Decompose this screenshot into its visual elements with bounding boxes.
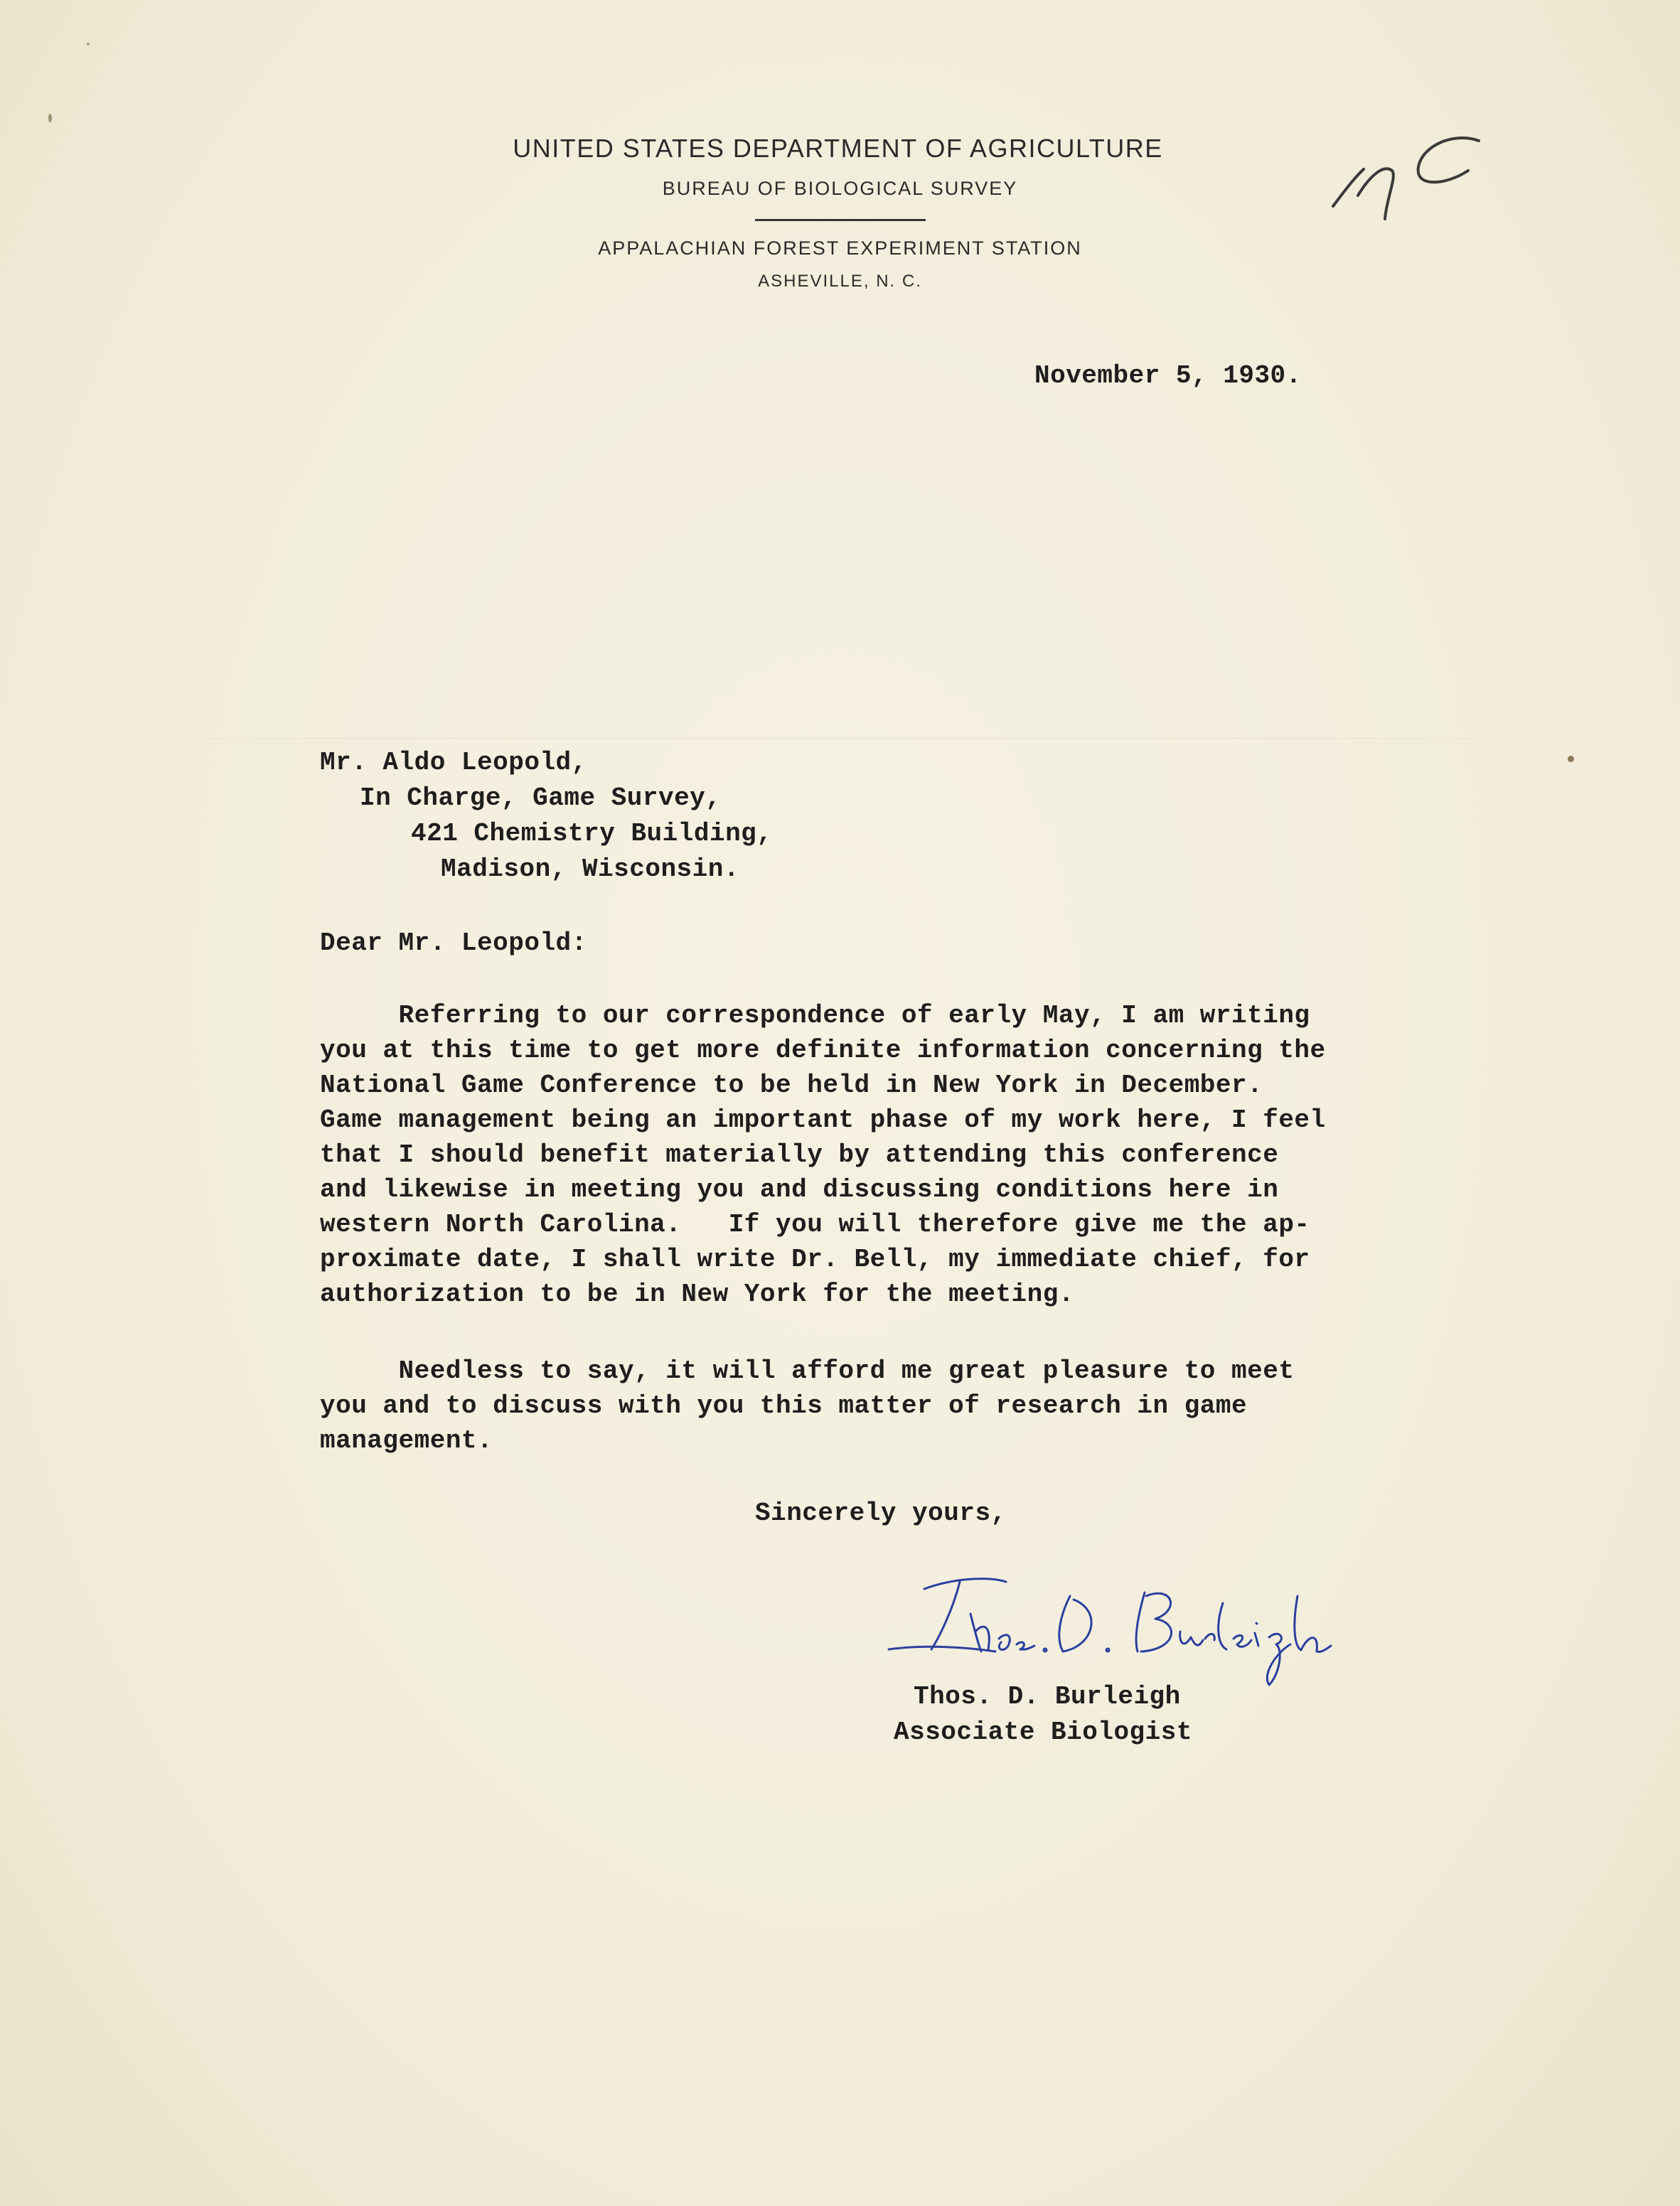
body-line: proximate date, I shall write Dr. Bell, my immediate chief, for (320, 1245, 1310, 1274)
body-line: management. (320, 1426, 493, 1455)
body-line: National Game Conference to be held in New York in December. (320, 1071, 1263, 1100)
recipient-line-1: Mr. Aldo Leopold, (320, 748, 587, 777)
body-line: that I should benefit materially by attending this conference (320, 1140, 1279, 1169)
body-line: Needless to say, it will afford me great pleasure to meet (320, 1356, 1295, 1386)
letterhead-department: UNITED STATES DEPARTMENT OF AGRICULTURE (513, 134, 1163, 163)
letterhead-bureau: BUREAU OF BIOLOGICAL SURVEY (662, 178, 1018, 199)
letter-date: November 5, 1930. (1034, 361, 1302, 390)
recipient-line-4: Madison, Wisconsin. (441, 855, 739, 884)
handwritten-signature (882, 1560, 1337, 1696)
letterhead-location: ASHEVILLE, N. C. (758, 272, 922, 291)
body-line: authorization to be in New York for the meeting. (320, 1280, 1074, 1309)
closing: Sincerely yours, (755, 1499, 1007, 1528)
handwritten-initials (1329, 128, 1514, 235)
recipient-line-3: 421 Chemistry Building, (411, 819, 773, 848)
letterhead-divider (755, 219, 926, 221)
fold-crease (0, 738, 1680, 740)
recipient-line-2: In Charge, Game Survey, (360, 783, 722, 813)
paper-speck (48, 114, 52, 122)
body-line: you and to discuss with you this matter of research in game (320, 1391, 1248, 1420)
body-line: and likewise in meeting you and discussing conditions here in (320, 1175, 1279, 1204)
body-line: you at this time to get more definite information concerning the (320, 1036, 1326, 1065)
body-line: Referring to our correspondence of early May, I am writing (320, 1001, 1310, 1030)
letterhead-station: APPALACHIAN FOREST EXPERIMENT STATION (598, 237, 1082, 259)
body-line: Game management being an important phase of my work here, I feel (320, 1105, 1326, 1135)
paper-speck (87, 43, 90, 45)
salutation: Dear Mr. Leopold: (320, 928, 587, 958)
signer-name: Thos. D. Burleigh (914, 1682, 1181, 1711)
signer-title: Associate Biologist (894, 1718, 1192, 1747)
body-line: western North Carolina. If you will therefore give me the ap- (320, 1210, 1310, 1239)
paper-speck (1568, 756, 1574, 762)
